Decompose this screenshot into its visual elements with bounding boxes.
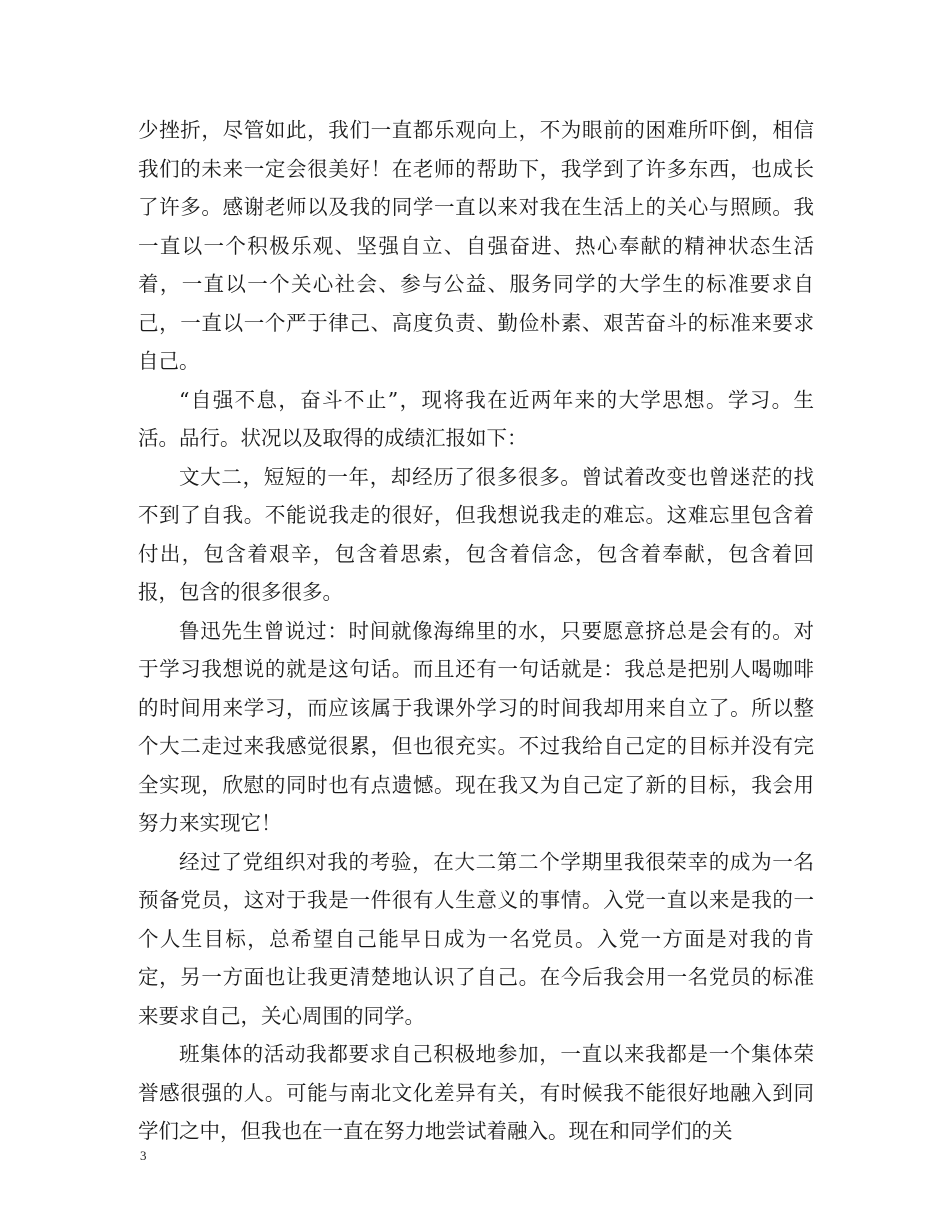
paragraph-1: 少挫折，尽管如此，我们一直都乐观向上，不为眼前的困难所吓倒，相信我们的未来一定会很美好！在老师的帮助下，我学到了许多东西，也成长了许多。感谢老师以及我的同学一直以来对我在生活上的关心与照顾。我一直以一个积极乐观、坚强自立、自强奋进、热心奉献的精神状态生活着，一直以一个关心社会、参与公益、服务同学的大学生的标准要求自己，一直以一个严于律己、高度负责、勤俭朴素、艰苦奋斗的标准来要求自己。 — [138, 118, 814, 373]
paragraph-4: 鲁迅先生曾说过：时间就像海绵里的水，只要愿意挤总是会有的。对于学习我想说的就是这句话。而且还有一句话就是：我总是把别人喝咖啡的时间用来学习，而应该属于我课外学习的时间我却用来自立了。所以整个大二走过来我感觉很累，但也很充实。不过我给自己定的目标并没有完全实现，欣慰的同时也有点遗憾。现在我又为自己定了新的目标，我会用努力来实现它！ — [138, 618, 814, 835]
document-body — [138, 111, 814, 1151]
paragraph-5: 经过了党组织对我的考验，在大二第二个学期里我很荣幸的成为一名预备党员，这对于我是一件很有人生意义的事情。入党一直以来是我的一个人生目标，总希望自己能早日成为一名党员。入党一方面是对我的肯定，另一方面也让我更清楚地认识了自己。在今后我会用一名党员的标准来要求自己，关心周围的同学。 — [138, 849, 814, 1028]
paragraph-3: 文大二，短短的一年，却经历了很多很多。曾试着改变也曾迷茫的找不到了自我。不能说我走的很好，但我想说我走的难忘。这难忘里包含着付出，包含着艰辛，包含着思索，包含着信念，包含着奉献，包含着回报，包含的很多很多。 — [138, 464, 814, 604]
paragraph-2: “自强不息，奋斗不止”，现将我在近两年来的大学思想。学习。生活。品行。状况以及取得的成绩汇报如下： — [138, 387, 814, 450]
page-number: 3 — [140, 1148, 147, 1163]
paragraph-6: 班集体的活动我都要求自己积极地参加，一直以来我都是一个集体荣誉感很强的人。可能与南北文化差异有关，有时候我不能很好地融入到同学们之中，但我也在一直在努力地尝试着融入。现在和同学们的关 — [138, 1042, 814, 1143]
